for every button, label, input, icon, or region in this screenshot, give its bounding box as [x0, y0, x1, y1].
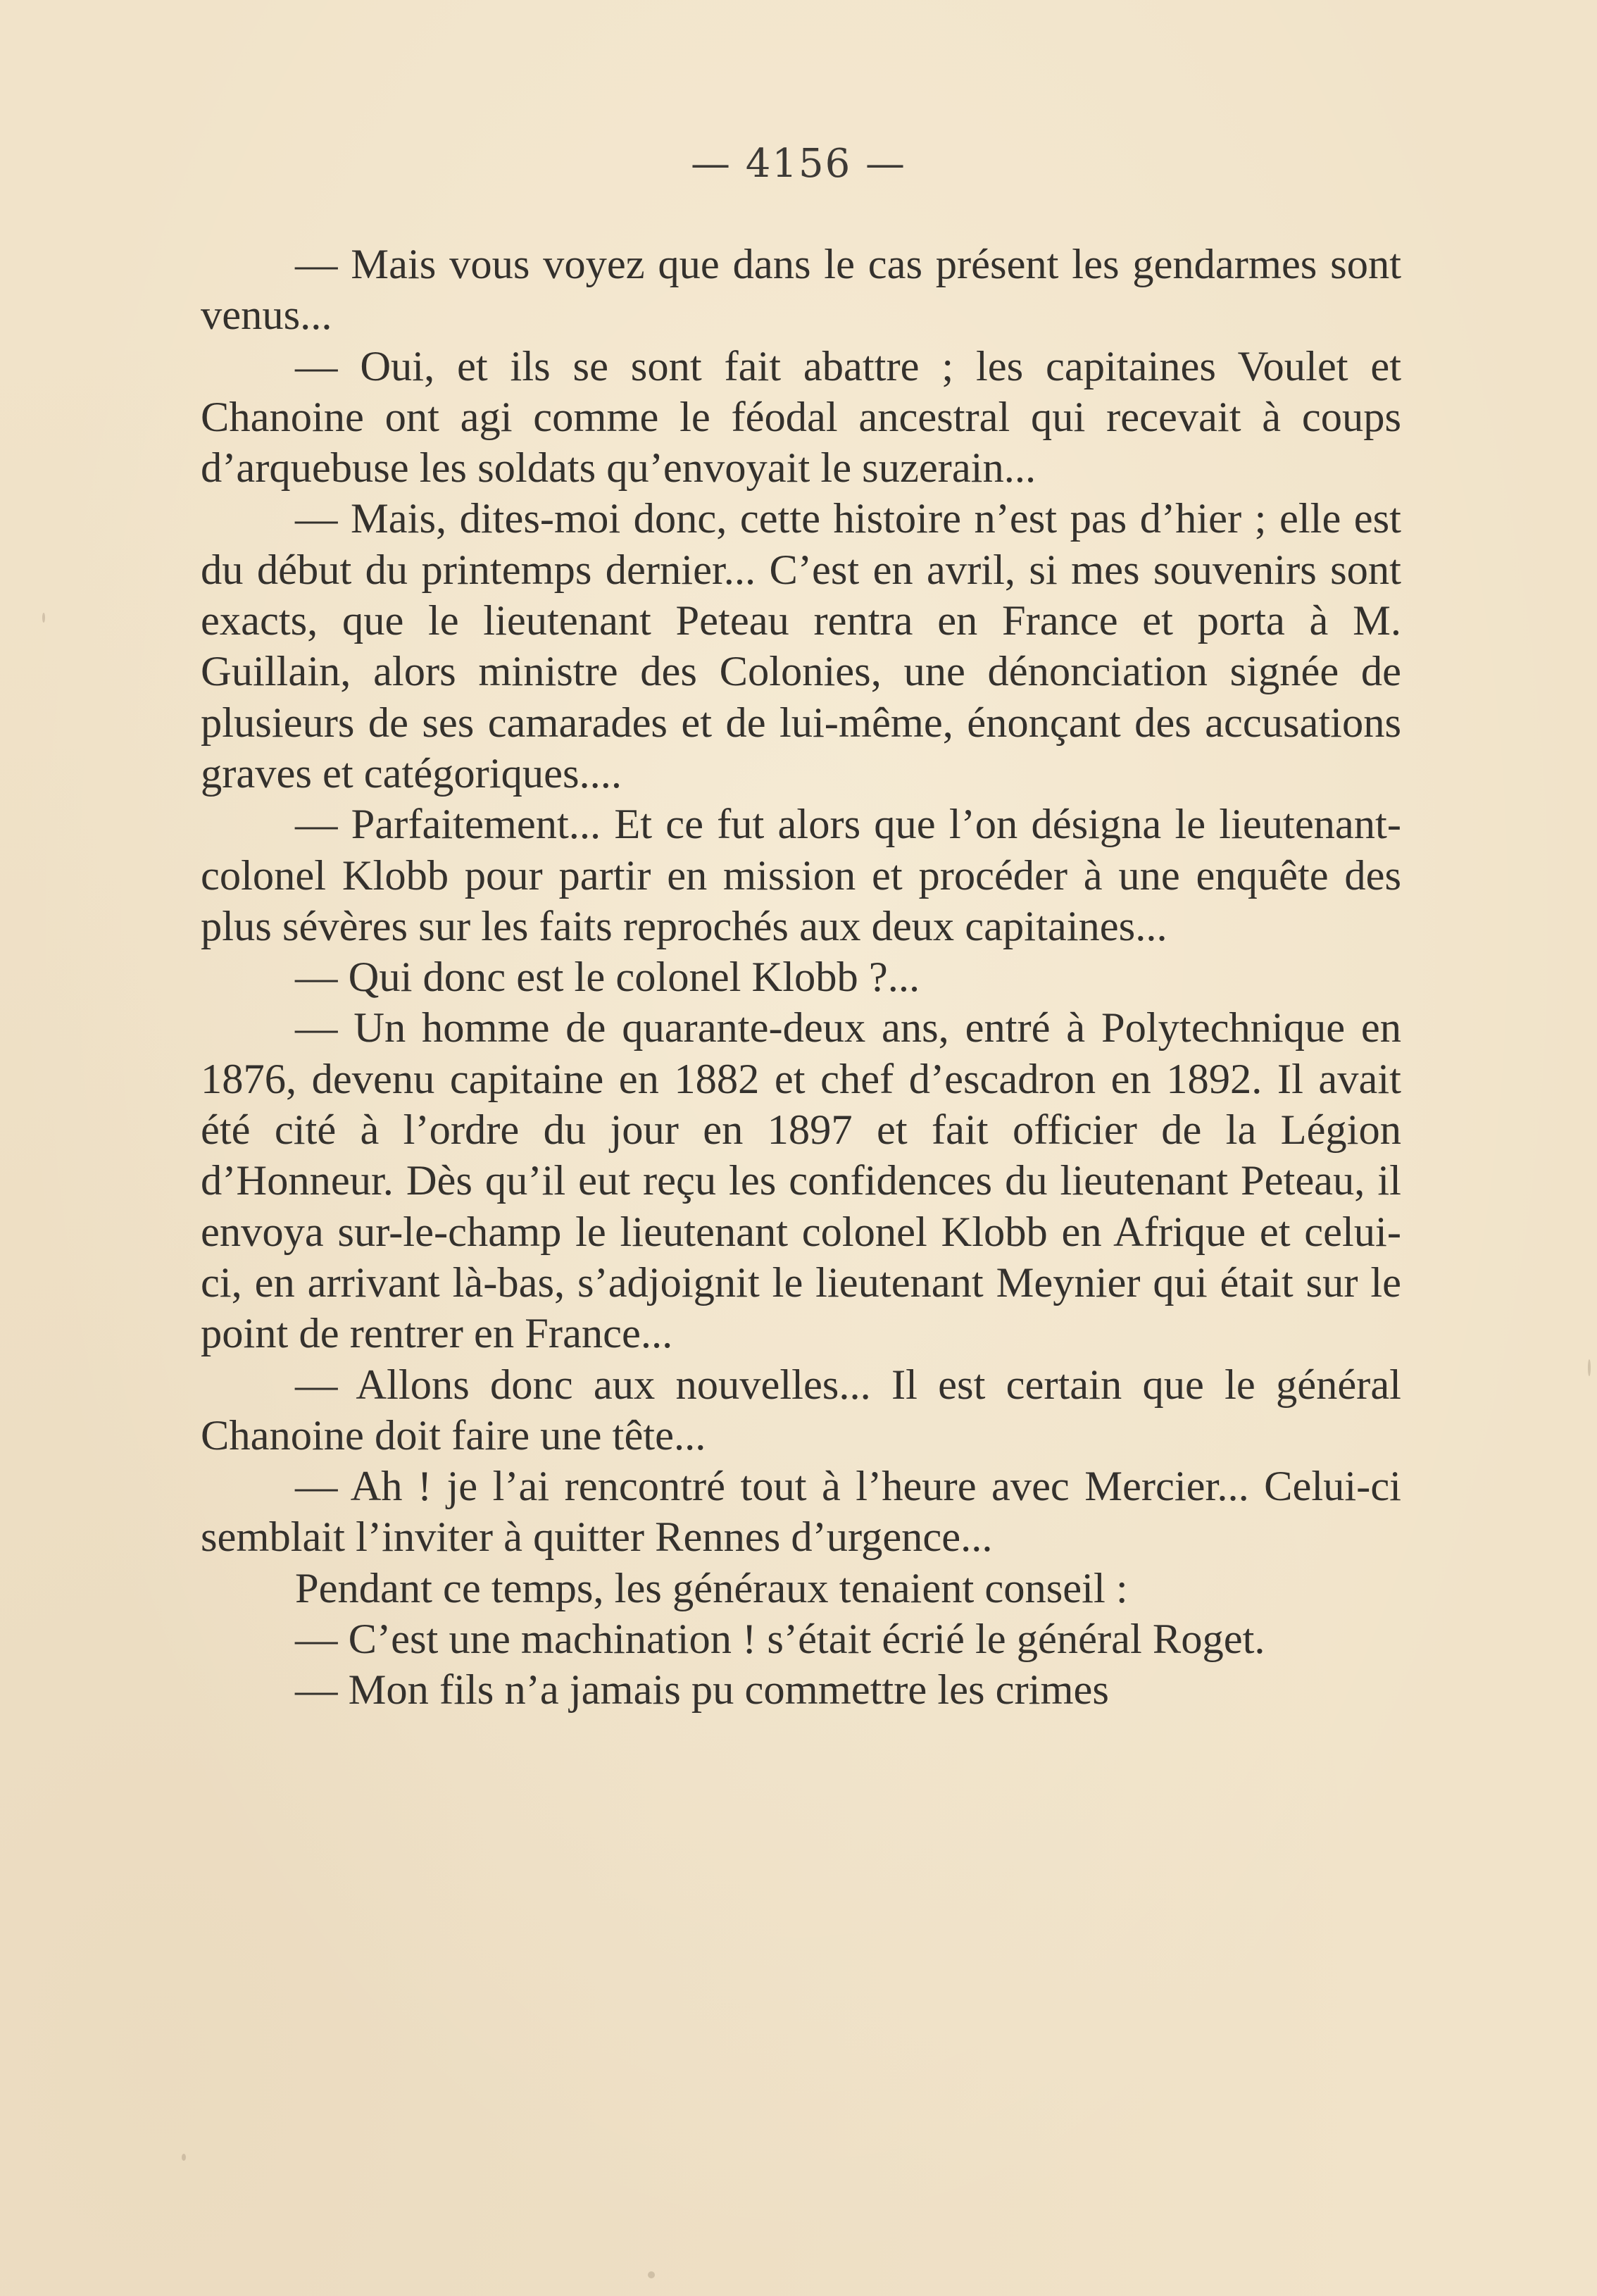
paragraph: — Mon fils n’a jamais pu commettre les crimes: [295, 1666, 1109, 1714]
ink-speck: [648, 2271, 655, 2278]
paragraph: — Un homme de quarante-deux ans, entré à Polytechnique en 1876, devenu capitaine en 1882 et chef d’escadron en 1892. Il avait été cité à l’ordre du jour en 1897 et fait officier de la Légion d’Honneur. Dès qu’il eut reçu les confidences du lieutenant Peteau, il envoya sur-le-champ le lieutenant colonel Klobb en Afrique et celui-ci, en arrivant là-bas, s’adjoignit le lieutenant Meynier qui était sur le point de rentrer en France...: [201, 1004, 1401, 1358]
page-number: — 4156 —: [690, 141, 907, 187]
paragraph: — C’est une machination ! s’était écrié le général Roget.: [295, 1616, 1265, 1664]
paragraph: — Oui, et ils se sont fait abattre ; les capitaines Voulet et Chanoine ont agi comme le féodal ancestral qui recevait à coups d’arquebuse les soldats qu’envoyait le suzerain...: [201, 342, 1401, 492]
ink-speck: [182, 2154, 186, 2161]
paragraph: Pendant ce temps, les généraux tenaient conseil :: [295, 1564, 1128, 1612]
body-text: [201, 239, 1401, 1716]
paragraph: — Mais vous voyez que dans le cas présent les gendarmes sont venus...: [201, 241, 1401, 339]
ink-speck: [1588, 1359, 1591, 1376]
paragraph: — Ah ! je l’ai rencontré tout à l’heure avec Mercier... Celui-ci semblait l’inviter à quitter Rennes d’urgence...: [201, 1463, 1401, 1561]
paragraph: — Qui donc est le colonel Klobb ?...: [295, 954, 920, 1002]
paragraph: — Mais, dites-moi donc, cette histoire n’est pas d’hier ; elle est du début du printemps dernier... C’est en avril, si mes souvenirs sont exacts, que le lieutenant Peteau rentra en France et porta à M. Guillain, alors ministre des Colonies, une dénonciation signée de plusieurs de ses camarades et de lui-même, énonçant des accusations graves et catégoriques....: [201, 495, 1401, 797]
paragraph: — Parfaitement... Et ce fut alors que l’on désigna le lieutenant-colonel Klobb pour partir en mission et procéder à une enquête des plus sévères sur les faits reprochés aux deux capitaines...: [201, 801, 1401, 950]
ink-speck: [42, 613, 45, 623]
paragraph: — Allons donc aux nouvelles... Il est certain que le général Chanoine doit faire une tête...: [201, 1361, 1401, 1459]
